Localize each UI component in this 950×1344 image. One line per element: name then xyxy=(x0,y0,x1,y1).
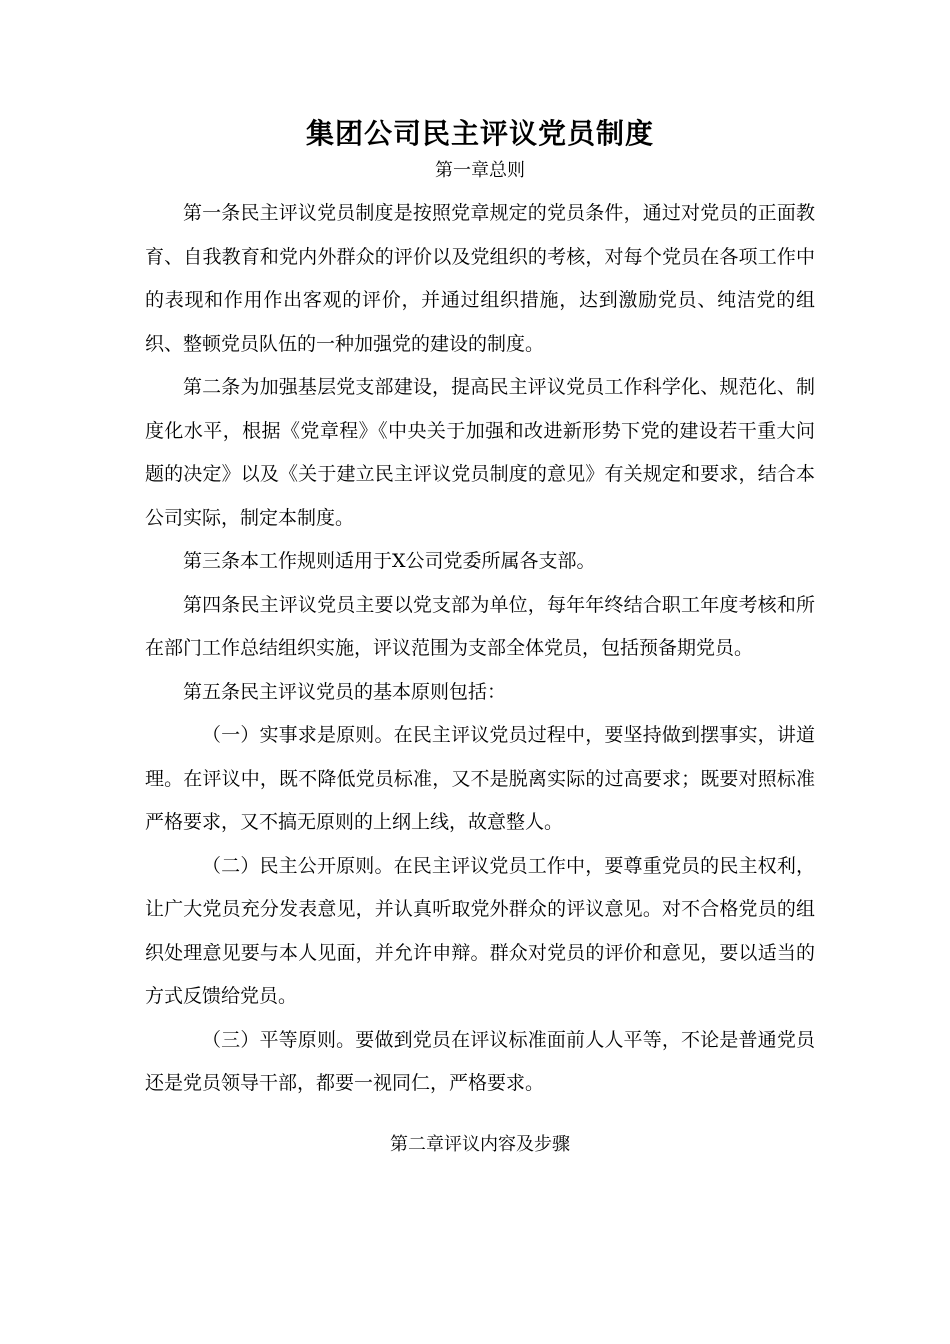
article-5: 第五条民主评议党员的基本原则包括： xyxy=(183,680,507,703)
article-3: 第三条本工作规则适用于X公司党委所属各支部。 xyxy=(183,550,596,572)
chapter-1-heading: 第一章总则 xyxy=(435,160,525,181)
article-2: 第二条为加强基层党支部建设，提高民主评议党员工作科学化、规范化、制度化水平，根据《党章程》《中央关于加强和改进新形势下党的建设若干重大问题的决定》以及《关于建立民主评议党员制度的意见》有关规定和要求，结合本公司实际，制定本制度。 xyxy=(145,376,815,529)
document-title: 集团公司民主评议党员制度 xyxy=(305,117,654,150)
principle-2: （二）民主公开原则。在民主评议党员工作中，要尊重党员的民主权利，让广大党员充分发表意见，并认真听取党外群众的评议意见。对不合格党员的组织处理意见要与本人见面，并允许申辩。群众对党员的评价和意见，要以适当的方式反馈给党员。 xyxy=(145,854,815,1007)
chapter-2-heading: 第二章评议内容及步骤 xyxy=(390,1133,570,1155)
article-4: 第四条民主评议党员主要以党支部为单位，每年年终结合职工年度考核和所在部门工作总结组织实施，评议范围为支部全体党员，包括预备期党员。 xyxy=(145,593,815,659)
principle-1: （一）实事求是原则。在民主评议党员过程中，要坚持做到摆事实，讲道理。在评议中，既不降低党员标准，又不是脱离实际的过高要求；既要对照标准严格要求，又不搞无原则的上纲上线，故意整人。 xyxy=(145,724,815,833)
principle-3: （三）平等原则。要做到党员在评议标准面前人人平等，不论是普通党员还是党员领导干部，都要一视同仁，严格要求。 xyxy=(145,1028,815,1094)
document-page xyxy=(145,112,815,1160)
article-1: 第一条民主评议党员制度是按照党章规定的党员条件，通过对党员的正面教育、自我教育和党内外群众的评价以及党组织的考核，对每个党员在各项工作中的表现和作用作出客观的评价，并通过组织措施，达到激励党员、纯洁党的组织、整顿党员队伍的一种加强党的建设的制度。 xyxy=(145,202,815,355)
